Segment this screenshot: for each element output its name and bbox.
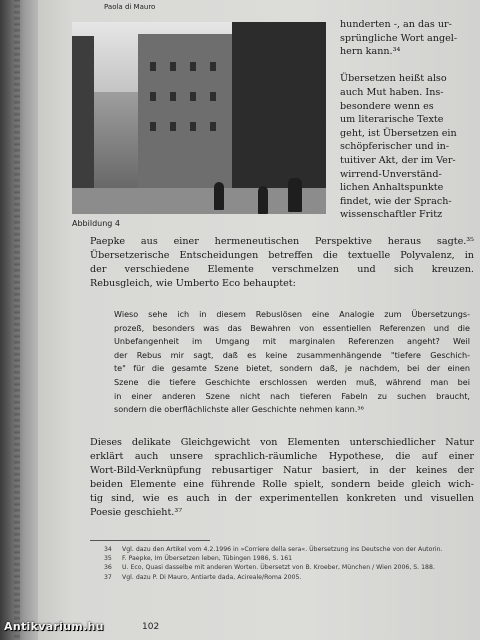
quote-line: Szene die tiefere Geschichte erschlossen werden muß, während man bei <box>114 376 470 387</box>
footnote-number: 37 <box>104 573 112 581</box>
quote-line: Unbefangenheit im Umgang mit marginalen Referenzen angeht? Weil <box>114 336 470 347</box>
text-line: lichen Anhaltspunkte <box>340 182 444 194</box>
text-line: auch Mut haben. Ins- <box>340 86 444 98</box>
footnote <box>104 555 470 563</box>
footnote-text: Vgl. dazu den Artikel vom 4.2.1996 in »Corriere della sera«. Übersetzung ins Deutsche von der Autorin. <box>122 546 443 553</box>
text-line: findet, wie der Sprach- <box>340 195 452 207</box>
footnote <box>104 564 470 572</box>
text-line: um literarische Texte <box>340 114 444 126</box>
text-line: besondere wenn es <box>340 100 434 112</box>
quote-line: te" für die gesamte Szene bietet, sondern daß, je nachdem, bei der einen <box>114 363 470 374</box>
text-line: erklärt auch unsere sprachlich-räumliche Hypothese, die auf einer <box>90 451 474 462</box>
photo-window <box>190 62 196 71</box>
footnote <box>104 546 470 554</box>
block-quote <box>114 308 470 417</box>
book-page <box>38 0 480 640</box>
text-line: Paepke aus einer hermeneutischen Perspektive heraus sagte.³⁵ <box>90 236 474 247</box>
photo-window <box>150 122 156 131</box>
figure-photograph <box>72 22 326 214</box>
footnote-text: F. Paepke, Im Übersetzen leben, Tübingen 1986, S. 161 <box>122 555 293 563</box>
text-line: der verschiedene Elemente verschmelzen und sich kreuzen. <box>90 264 474 275</box>
text-line: Dieses delikate Gleichgewicht von Elementen unterschiedlicher Natur <box>90 437 474 448</box>
text-line: Wort-Bild-Verknüpfung rebusartiger Natur basiert, in der keines der <box>90 465 474 476</box>
text-line: sprüngliche Wort angel- <box>340 32 458 44</box>
photo-window <box>210 122 216 131</box>
text-line: Poesie geschieht.³⁷ <box>90 507 183 518</box>
photo-window <box>190 122 196 131</box>
footnote-rule <box>90 540 210 541</box>
text-line: Übersetzen heißt also <box>340 73 447 85</box>
photo-window <box>150 62 156 71</box>
footnote-number: 34 <box>104 546 112 553</box>
side-column-text <box>340 18 474 222</box>
photo-person <box>258 186 268 214</box>
watermark: Antikvarium.hu <box>4 620 104 633</box>
body-paragraph-1 <box>90 235 474 291</box>
photo-window <box>210 62 216 71</box>
photo-window <box>170 122 176 131</box>
text-line: wissenschaftler Fritz <box>340 209 443 221</box>
page-edge-stripe <box>14 0 20 640</box>
footnote-number: 36 <box>104 564 112 572</box>
quote-line: in einer anderen Szene nicht nach tieferen Fabeln zu suchen braucht, <box>114 390 470 401</box>
figure-caption: Abbildung 4 <box>72 219 121 228</box>
text-line: beiden Elemente eine führende Rolle spielt, sondern beide gleich wich- <box>90 479 474 490</box>
book-spine-edge <box>0 0 40 640</box>
text-line: geht, ist Übersetzen ein <box>340 127 457 139</box>
footnote-text: Vgl. dazu P. Di Mauro, Antiarte dada, Acireale/Roma 2005. <box>122 573 302 581</box>
photo-building-left <box>72 36 94 196</box>
running-head: Paola di Mauro <box>104 3 156 11</box>
footnote-text: U. Eco, Quasi dasselbe mit anderen Worten. Übersetzt von B. Kroeber, München / Wien 2006, S. 188. <box>122 564 435 572</box>
text-line: schöpferischer und in- <box>340 141 450 153</box>
body-paragraph-2 <box>90 436 474 520</box>
photo-window <box>170 92 176 101</box>
photo-window <box>190 92 196 101</box>
photo-building-right <box>232 22 326 214</box>
text-line: hunderten -, an das ur- <box>340 19 452 30</box>
photo-window <box>170 62 176 71</box>
text-line: tuitiver Akt, der im Ver- <box>340 154 456 166</box>
quote-line: der Rebus mir sagt, daß es keine zusammenhängende "tiefere Geschich- <box>114 349 470 360</box>
quote-line: Wieso sehe ich in diesem Rebuslösen eine Analogie zum Übersetzungs- <box>114 309 470 319</box>
footnotes <box>104 546 470 583</box>
quote-line: sondern die oberflächlichste aller Geschichte nehmen kann.³⁶ <box>114 404 364 415</box>
photo-person <box>214 182 224 210</box>
quote-line: prozeß, besonders was das Bewahren von essentiellen Referenzen und die <box>114 322 470 333</box>
footnote <box>104 574 470 582</box>
text-line <box>340 59 474 73</box>
photo-window <box>150 92 156 101</box>
text-line: Übersetzerische Entscheidungen betreffen die textuelle Polyvalenz, in <box>90 250 474 261</box>
text-line: Rebusgleich, wie Umberto Eco behauptet: <box>90 278 296 289</box>
footnote-number: 35 <box>104 555 112 563</box>
text-line: wirrend-Unverständ- <box>340 168 442 180</box>
photo-person <box>288 178 302 212</box>
photo-window <box>210 92 216 101</box>
text-line: hern kann.³⁴ <box>340 46 401 58</box>
page-number: 102 <box>142 622 160 632</box>
text-line: tig sind, wie es auch in der experimentellen konkreten und visuellen <box>90 493 474 504</box>
